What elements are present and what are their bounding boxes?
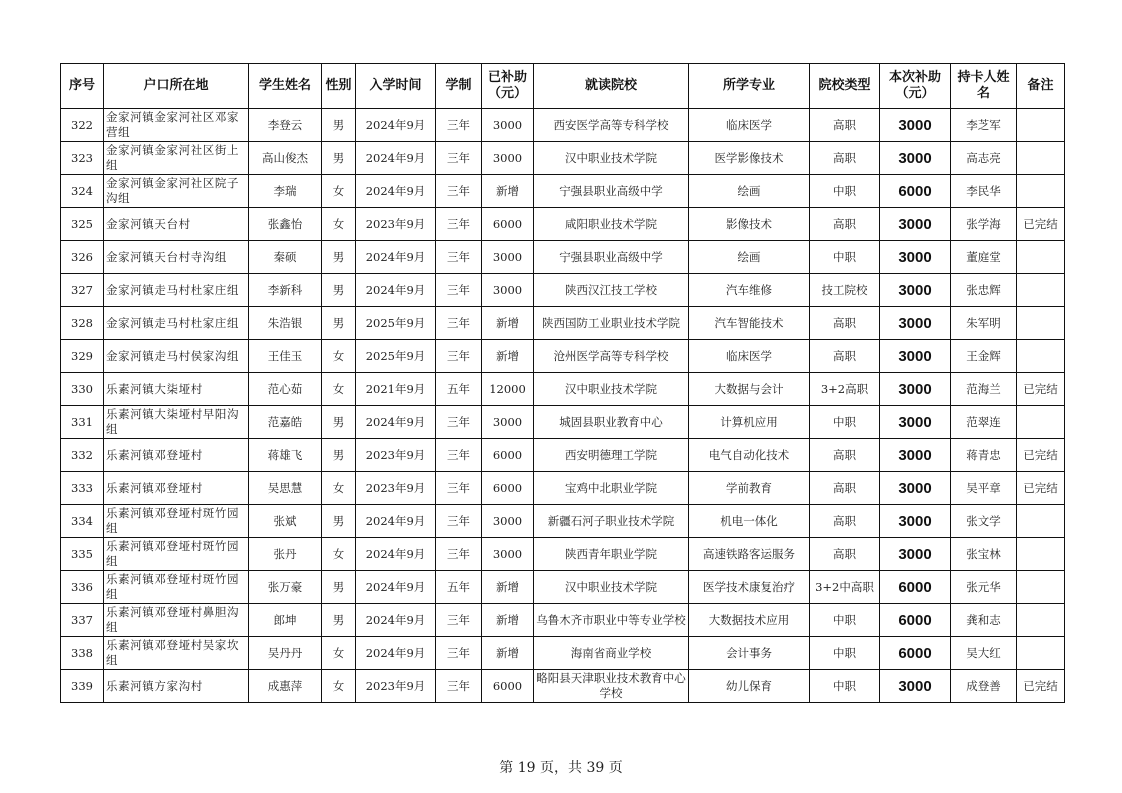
cell-major: 临床医学 [689, 340, 810, 373]
cell-enrollment-date: 2025年9月 [356, 340, 436, 373]
cell-student-name: 李登云 [249, 109, 322, 142]
cell-school-type: 技工院校 [810, 274, 880, 307]
header-gender: 性别 [322, 64, 356, 109]
cell-school-type: 高职 [810, 472, 880, 505]
cell-household-location: 金家河镇天台村寺沟组 [104, 241, 249, 274]
table-row [61, 307, 1065, 340]
cell-current-subsidy: 3000 [880, 538, 951, 571]
cell-school-type: 中职 [810, 670, 880, 703]
cell-current-subsidy: 6000 [880, 604, 951, 637]
cell-enrollment-date: 2021年9月 [356, 373, 436, 406]
cell-study-length: 三年 [436, 241, 482, 274]
cell-subsidized-amount: 3000 [482, 109, 534, 142]
cell-index: 335 [61, 538, 104, 571]
cell-household-location: 乐素河镇邓登垭村吴家坎组 [104, 637, 249, 670]
cell-major: 大数据技术应用 [689, 604, 810, 637]
header-current-subsidy: 本次补助（元） [880, 64, 951, 109]
cell-enrollment-date: 2023年9月 [356, 472, 436, 505]
cell-remarks [1017, 307, 1065, 340]
header-subsidized-amount: 已补助（元） [482, 64, 534, 109]
cell-major: 电气自动化技术 [689, 439, 810, 472]
cell-gender: 女 [322, 472, 356, 505]
cell-enrollment-date: 2024年9月 [356, 109, 436, 142]
cell-study-length: 三年 [436, 670, 482, 703]
cell-gender: 女 [322, 538, 356, 571]
cell-household-location: 乐素河镇大柒垭村 [104, 373, 249, 406]
cell-student-name: 吴思慧 [249, 472, 322, 505]
cell-school: 宁强县职业高级中学 [534, 175, 689, 208]
cell-household-location: 金家河镇走马村杜家庄组 [104, 274, 249, 307]
cell-remarks [1017, 142, 1065, 175]
table-row [61, 571, 1065, 604]
cell-major: 医学技术康复治疗 [689, 571, 810, 604]
cell-school: 陕西汉江技工学校 [534, 274, 689, 307]
cell-current-subsidy: 3000 [880, 439, 951, 472]
cell-gender: 女 [322, 637, 356, 670]
cell-index: 328 [61, 307, 104, 340]
cell-school-type: 中职 [810, 241, 880, 274]
cell-subsidized-amount: 3000 [482, 505, 534, 538]
table-row [61, 604, 1065, 637]
cell-study-length: 三年 [436, 307, 482, 340]
cell-household-location: 金家河镇金家河社区街上组 [104, 142, 249, 175]
cell-subsidized-amount: 6000 [482, 208, 534, 241]
cell-cardholder-name: 董庭堂 [951, 241, 1017, 274]
cell-current-subsidy: 3000 [880, 241, 951, 274]
cell-remarks [1017, 505, 1065, 538]
header-remarks: 备注 [1017, 64, 1065, 109]
cell-index: 332 [61, 439, 104, 472]
table-row [61, 175, 1065, 208]
cell-gender: 男 [322, 604, 356, 637]
cell-remarks [1017, 340, 1065, 373]
cell-remarks [1017, 571, 1065, 604]
header-school-type: 院校类型 [810, 64, 880, 109]
cell-major: 计算机应用 [689, 406, 810, 439]
table-row [61, 208, 1065, 241]
header-student-name: 学生姓名 [249, 64, 322, 109]
cell-remarks: 已完结 [1017, 670, 1065, 703]
cell-cardholder-name: 蒋青忠 [951, 439, 1017, 472]
cell-enrollment-date: 2024年9月 [356, 571, 436, 604]
cell-school-type: 3+2中高职 [810, 571, 880, 604]
table-row [61, 637, 1065, 670]
cell-gender: 女 [322, 373, 356, 406]
cell-major: 学前教育 [689, 472, 810, 505]
cell-current-subsidy: 6000 [880, 571, 951, 604]
cell-student-name: 张丹 [249, 538, 322, 571]
cell-current-subsidy: 3000 [880, 142, 951, 175]
cell-school-type: 高职 [810, 439, 880, 472]
cell-enrollment-date: 2025年9月 [356, 307, 436, 340]
cell-household-location: 乐素河镇邓登垭村斑竹园组 [104, 505, 249, 538]
cell-household-location: 金家河镇金家河社区院子沟组 [104, 175, 249, 208]
table-row [61, 538, 1065, 571]
cell-school-type: 中职 [810, 175, 880, 208]
cell-enrollment-date: 2024年9月 [356, 241, 436, 274]
cell-gender: 女 [322, 340, 356, 373]
cell-enrollment-date: 2024年9月 [356, 604, 436, 637]
table-row [61, 670, 1065, 703]
cell-school-type: 高职 [810, 208, 880, 241]
cell-current-subsidy: 3000 [880, 406, 951, 439]
cell-enrollment-date: 2024年9月 [356, 175, 436, 208]
cell-gender: 女 [322, 670, 356, 703]
cell-index: 326 [61, 241, 104, 274]
cell-remarks: 已完结 [1017, 208, 1065, 241]
cell-gender: 女 [322, 175, 356, 208]
cell-cardholder-name: 王金辉 [951, 340, 1017, 373]
cell-study-length: 三年 [436, 505, 482, 538]
table-row [61, 109, 1065, 142]
cell-major: 汽车智能技术 [689, 307, 810, 340]
header-index: 序号 [61, 64, 104, 109]
cell-cardholder-name: 吴大红 [951, 637, 1017, 670]
cell-student-name: 张万豪 [249, 571, 322, 604]
cell-student-name: 王佳玉 [249, 340, 322, 373]
cell-school: 略阳县天津职业技术教育中心学校 [534, 670, 689, 703]
cell-subsidized-amount: 3000 [482, 538, 534, 571]
cell-index: 327 [61, 274, 104, 307]
cell-school: 宁强县职业高级中学 [534, 241, 689, 274]
cell-school: 西安明德理工学院 [534, 439, 689, 472]
cell-school-type: 高职 [810, 142, 880, 175]
cell-student-name: 成惠萍 [249, 670, 322, 703]
cell-cardholder-name: 朱军明 [951, 307, 1017, 340]
header-major: 所学专业 [689, 64, 810, 109]
cell-school-type: 中职 [810, 406, 880, 439]
cell-study-length: 三年 [436, 472, 482, 505]
cell-enrollment-date: 2023年9月 [356, 439, 436, 472]
table-row [61, 373, 1065, 406]
cell-school: 汉中职业技术学院 [534, 373, 689, 406]
cell-current-subsidy: 3000 [880, 274, 951, 307]
cell-enrollment-date: 2024年9月 [356, 637, 436, 670]
cell-subsidized-amount: 新增 [482, 637, 534, 670]
cell-cardholder-name: 张学海 [951, 208, 1017, 241]
cell-cardholder-name: 张宝林 [951, 538, 1017, 571]
cell-household-location: 乐素河镇邓登垭村 [104, 472, 249, 505]
cell-student-name: 吴丹丹 [249, 637, 322, 670]
cell-subsidized-amount: 新增 [482, 604, 534, 637]
cell-cardholder-name: 范翠连 [951, 406, 1017, 439]
cell-household-location: 金家河镇走马村杜家庄组 [104, 307, 249, 340]
cell-current-subsidy: 3000 [880, 373, 951, 406]
cell-enrollment-date: 2024年9月 [356, 274, 436, 307]
cell-subsidized-amount: 3000 [482, 241, 534, 274]
cell-school: 新疆石河子职业技术学院 [534, 505, 689, 538]
cell-gender: 男 [322, 241, 356, 274]
cell-gender: 男 [322, 505, 356, 538]
cell-remarks [1017, 538, 1065, 571]
cell-gender: 男 [322, 406, 356, 439]
cell-cardholder-name: 张忠辉 [951, 274, 1017, 307]
cell-major: 高速铁路客运服务 [689, 538, 810, 571]
cell-major: 影像技术 [689, 208, 810, 241]
cell-index: 334 [61, 505, 104, 538]
cell-school-type: 高职 [810, 307, 880, 340]
cell-index: 333 [61, 472, 104, 505]
cell-enrollment-date: 2024年9月 [356, 406, 436, 439]
cell-index: 339 [61, 670, 104, 703]
table-row [61, 142, 1065, 175]
cell-school: 宝鸡中北职业学院 [534, 472, 689, 505]
cell-school: 汉中职业技术学院 [534, 571, 689, 604]
cell-index: 330 [61, 373, 104, 406]
cell-study-length: 三年 [436, 439, 482, 472]
cell-index: 329 [61, 340, 104, 373]
cell-study-length: 三年 [436, 538, 482, 571]
header-study-length: 学制 [436, 64, 482, 109]
cell-remarks [1017, 406, 1065, 439]
cell-study-length: 三年 [436, 274, 482, 307]
cell-subsidized-amount: 新增 [482, 340, 534, 373]
cell-subsidized-amount: 6000 [482, 472, 534, 505]
cell-school: 西安医学高等专科学校 [534, 109, 689, 142]
cell-major: 绘画 [689, 241, 810, 274]
cell-gender: 男 [322, 109, 356, 142]
cell-enrollment-date: 2024年9月 [356, 505, 436, 538]
cell-major: 会计事务 [689, 637, 810, 670]
cell-school-type: 高职 [810, 340, 880, 373]
cell-school: 城固县职业教育中心 [534, 406, 689, 439]
cell-gender: 男 [322, 571, 356, 604]
cell-cardholder-name: 高志亮 [951, 142, 1017, 175]
page-footer: 第 19 页，共 39 页 [499, 760, 623, 776]
cell-index: 331 [61, 406, 104, 439]
cell-study-length: 三年 [436, 604, 482, 637]
cell-gender: 女 [322, 208, 356, 241]
cell-student-name: 李新科 [249, 274, 322, 307]
cell-index: 338 [61, 637, 104, 670]
cell-study-length: 三年 [436, 175, 482, 208]
table-row [61, 505, 1065, 538]
cell-remarks: 已完结 [1017, 472, 1065, 505]
cell-student-name: 秦硕 [249, 241, 322, 274]
cell-current-subsidy: 3000 [880, 472, 951, 505]
cell-current-subsidy: 3000 [880, 670, 951, 703]
cell-remarks [1017, 274, 1065, 307]
cell-household-location: 金家河镇走马村侯家沟组 [104, 340, 249, 373]
cell-study-length: 三年 [436, 208, 482, 241]
cell-remarks [1017, 604, 1065, 637]
cell-student-name: 郎坤 [249, 604, 322, 637]
cell-student-name: 朱浩银 [249, 307, 322, 340]
cell-major: 医学影像技术 [689, 142, 810, 175]
cell-subsidized-amount: 3000 [482, 142, 534, 175]
cell-index: 324 [61, 175, 104, 208]
cell-current-subsidy: 3000 [880, 307, 951, 340]
table-header-row [61, 64, 1065, 109]
cell-cardholder-name: 吴平章 [951, 472, 1017, 505]
cell-remarks [1017, 637, 1065, 670]
cell-school: 咸阳职业技术学院 [534, 208, 689, 241]
cell-major: 幼儿保育 [689, 670, 810, 703]
cell-school: 陕西国防工业职业技术学院 [534, 307, 689, 340]
cell-household-location: 金家河镇天台村 [104, 208, 249, 241]
cell-remarks [1017, 175, 1065, 208]
header-enrollment-date: 入学时间 [356, 64, 436, 109]
header-household-location: 户口所在地 [104, 64, 249, 109]
cell-index: 336 [61, 571, 104, 604]
cell-major: 汽车维修 [689, 274, 810, 307]
cell-school-type: 高职 [810, 109, 880, 142]
cell-current-subsidy: 6000 [880, 175, 951, 208]
cell-study-length: 三年 [436, 340, 482, 373]
cell-subsidized-amount: 12000 [482, 373, 534, 406]
cell-student-name: 高山俊杰 [249, 142, 322, 175]
cell-current-subsidy: 3000 [880, 208, 951, 241]
cell-major: 大数据与会计 [689, 373, 810, 406]
table-row [61, 241, 1065, 274]
cell-household-location: 乐素河镇邓登垭村斑竹园组 [104, 571, 249, 604]
cell-school-type: 中职 [810, 604, 880, 637]
cell-study-length: 三年 [436, 406, 482, 439]
cell-subsidized-amount: 3000 [482, 274, 534, 307]
cell-student-name: 张斌 [249, 505, 322, 538]
cell-school: 乌鲁木齐市职业中等专业学校 [534, 604, 689, 637]
cell-school-type: 高职 [810, 538, 880, 571]
table-row [61, 340, 1065, 373]
header-cardholder-name: 持卡人姓名 [951, 64, 1017, 109]
cell-subsidized-amount: 新增 [482, 175, 534, 208]
cell-subsidized-amount: 6000 [482, 670, 534, 703]
cell-study-length: 五年 [436, 571, 482, 604]
table-body [61, 109, 1065, 703]
cell-gender: 男 [322, 439, 356, 472]
cell-school-type: 高职 [810, 505, 880, 538]
cell-student-name: 张鑫怡 [249, 208, 322, 241]
cell-gender: 男 [322, 274, 356, 307]
cell-current-subsidy: 3000 [880, 109, 951, 142]
cell-household-location: 乐素河镇邓登垭村鼻胆沟组 [104, 604, 249, 637]
cell-enrollment-date: 2024年9月 [356, 142, 436, 175]
cell-major: 机电一体化 [689, 505, 810, 538]
cell-study-length: 三年 [436, 142, 482, 175]
table-row [61, 406, 1065, 439]
cell-current-subsidy: 6000 [880, 637, 951, 670]
cell-enrollment-date: 2024年9月 [356, 538, 436, 571]
cell-index: 337 [61, 604, 104, 637]
cell-gender: 男 [322, 142, 356, 175]
cell-household-location: 乐素河镇邓登垭村 [104, 439, 249, 472]
cell-major: 绘画 [689, 175, 810, 208]
cell-household-location: 乐素河镇方家沟村 [104, 670, 249, 703]
cell-enrollment-date: 2023年9月 [356, 208, 436, 241]
cell-student-name: 范心茹 [249, 373, 322, 406]
cell-cardholder-name: 成登善 [951, 670, 1017, 703]
cell-school: 沧州医学高等专科学校 [534, 340, 689, 373]
cell-school: 陕西青年职业学院 [534, 538, 689, 571]
cell-cardholder-name: 李芝军 [951, 109, 1017, 142]
cell-household-location: 金家河镇金家河社区邓家营组 [104, 109, 249, 142]
cell-cardholder-name: 张文学 [951, 505, 1017, 538]
cell-subsidized-amount: 6000 [482, 439, 534, 472]
cell-cardholder-name: 张元华 [951, 571, 1017, 604]
cell-index: 325 [61, 208, 104, 241]
cell-remarks: 已完结 [1017, 373, 1065, 406]
cell-school-type: 3+2高职 [810, 373, 880, 406]
cell-current-subsidy: 3000 [880, 505, 951, 538]
header-school: 就读院校 [534, 64, 689, 109]
cell-remarks [1017, 109, 1065, 142]
cell-subsidized-amount: 新增 [482, 307, 534, 340]
cell-index: 322 [61, 109, 104, 142]
cell-household-location: 乐素河镇邓登垭村斑竹园组 [104, 538, 249, 571]
cell-school-type: 中职 [810, 637, 880, 670]
cell-cardholder-name: 龚和志 [951, 604, 1017, 637]
cell-household-location: 乐素河镇大柒垭村早阳沟组 [104, 406, 249, 439]
cell-school: 海南省商业学校 [534, 637, 689, 670]
table-row [61, 472, 1065, 505]
cell-study-length: 三年 [436, 637, 482, 670]
cell-major: 临床医学 [689, 109, 810, 142]
cell-remarks: 已完结 [1017, 439, 1065, 472]
cell-subsidized-amount: 新增 [482, 571, 534, 604]
cell-student-name: 蒋雄飞 [249, 439, 322, 472]
cell-cardholder-name: 李民华 [951, 175, 1017, 208]
cell-subsidized-amount: 3000 [482, 406, 534, 439]
cell-school: 汉中职业技术学院 [534, 142, 689, 175]
cell-index: 323 [61, 142, 104, 175]
cell-student-name: 范嘉皓 [249, 406, 322, 439]
cell-remarks [1017, 241, 1065, 274]
cell-study-length: 五年 [436, 373, 482, 406]
cell-enrollment-date: 2023年9月 [356, 670, 436, 703]
cell-cardholder-name: 范海兰 [951, 373, 1017, 406]
table-row [61, 439, 1065, 472]
cell-student-name: 李瑞 [249, 175, 322, 208]
cell-study-length: 三年 [436, 109, 482, 142]
table-row [61, 274, 1065, 307]
cell-current-subsidy: 3000 [880, 340, 951, 373]
cell-gender: 男 [322, 307, 356, 340]
subsidy-table [60, 63, 1065, 703]
